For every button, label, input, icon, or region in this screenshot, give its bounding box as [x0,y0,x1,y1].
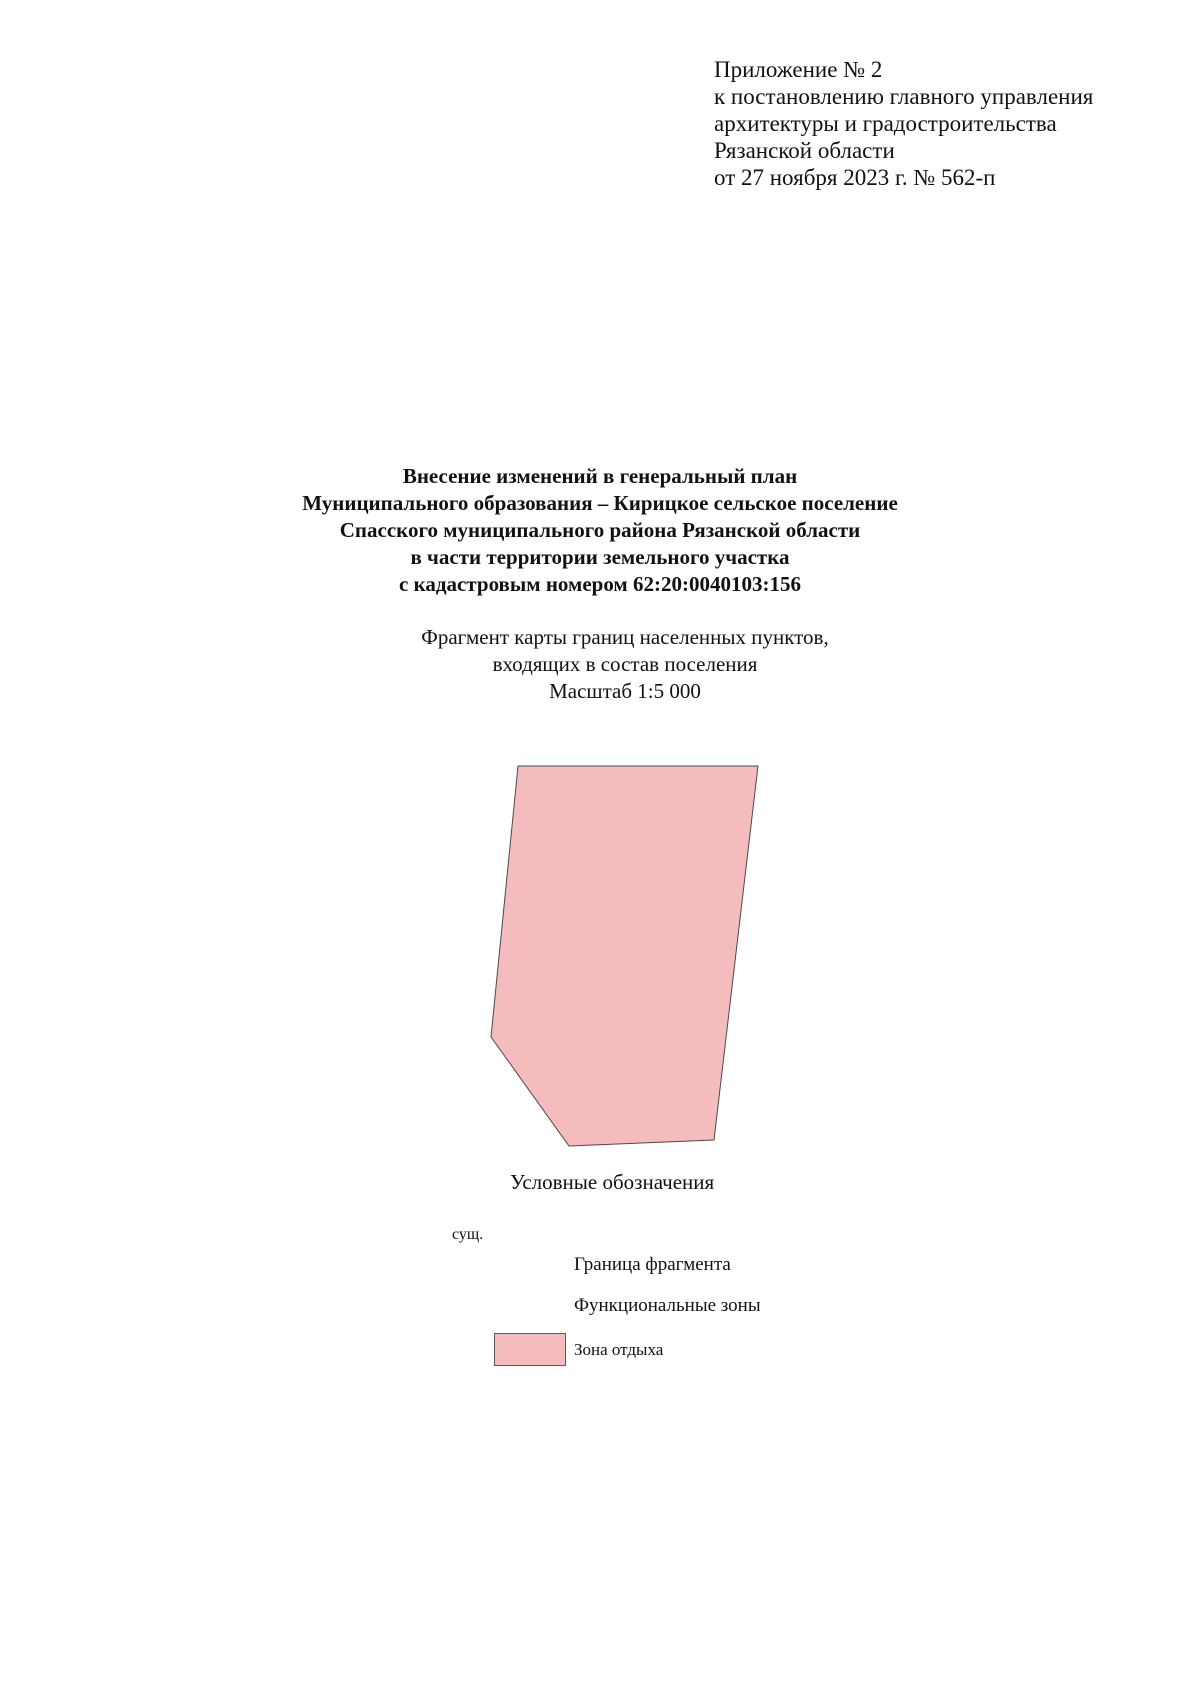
appendix-line: Рязанской области [714,138,895,163]
subtitle-line: входящих в состав поселения [492,652,758,676]
title-line: в части территории земельного участка [410,545,790,569]
map-subtitle [0,624,1200,705]
legend-existing-label: сущ. [452,1226,484,1243]
appendix-line: архитектуры и градостроительства [714,111,1057,136]
appendix-line: от 27 ноября 2023 г. № 562-п [714,165,996,190]
legend-recreation-zone: Зона отдыха [574,1340,664,1359]
legend-functional-zones: Функциональные зоны [574,1295,761,1316]
document-title [0,463,1200,598]
legend-recreation-swatch [494,1333,566,1366]
legend-fragment-boundary: Граница фрагмента [574,1254,731,1275]
recreation-zone-polygon [491,766,758,1146]
appendix-line: к постановлению главного управления [714,84,1094,109]
appendix-header [714,56,1093,191]
appendix-line: Приложение № 2 [714,57,883,82]
title-line: Спасского муниципального района Рязанской области [339,518,861,542]
subtitle-line: Масштаб 1:5 000 [549,679,701,703]
title-line: с кадастровым номером 62:20:0040103:156 [399,572,801,596]
title-line: Муниципального образования – Кирицкое сельское поселение [302,491,898,515]
legend-title: Условные обозначения [510,1170,715,1194]
title-line: Внесение изменений в генеральный план [402,464,798,488]
subtitle-line: Фрагмент карты границ населенных пунктов, [421,625,829,649]
